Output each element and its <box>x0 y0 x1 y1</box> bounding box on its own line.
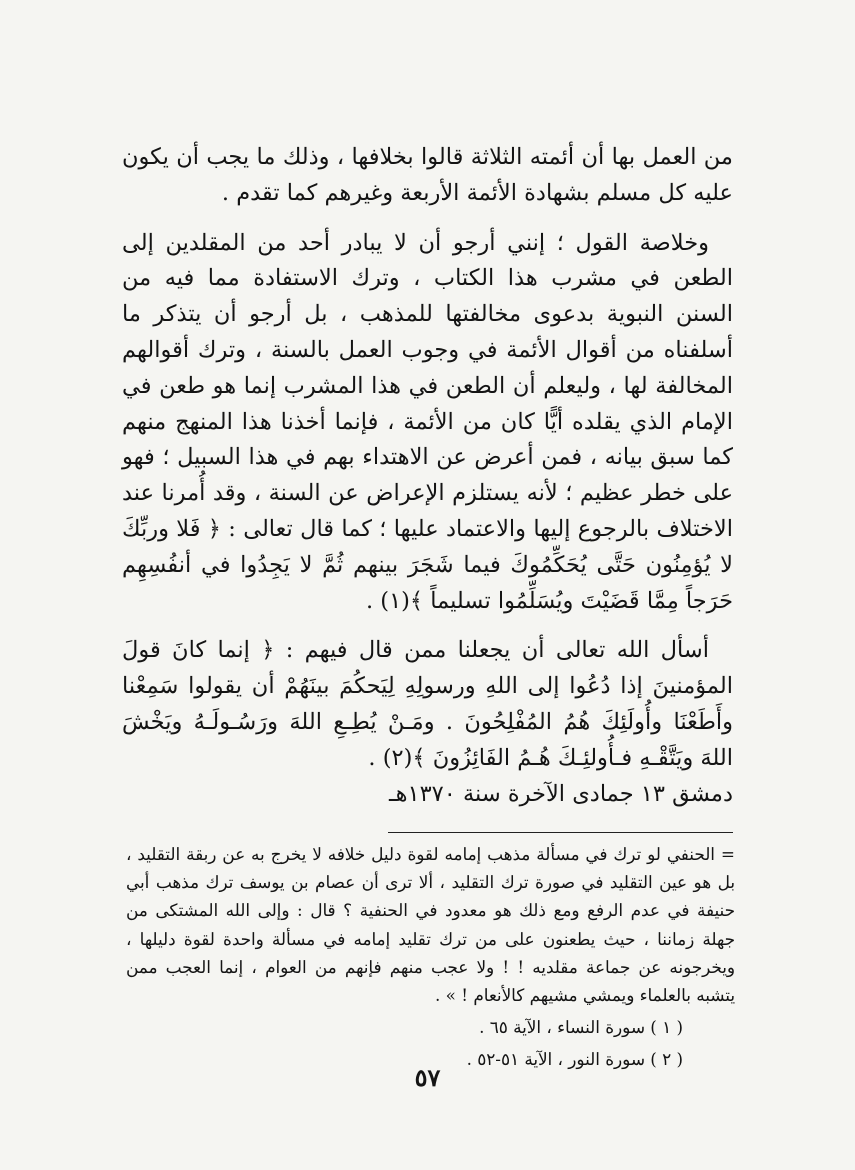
dateline: دمشق ١٣ جمادى الآخرة سنة ١٣٧٠هـ <box>389 780 733 807</box>
page-number: ٥٧ <box>414 1063 441 1092</box>
footnote-separator <box>388 832 733 833</box>
footnote-2: ( ٢ ) سورة النور ، الآية ٥١-٥٢ . <box>466 1049 683 1070</box>
footnote-continuation: = الحنفي لو ترك في مسألة مذهب إمامه لقوة دليل خلافه لا يخرج به عن ربقة التقليد ، بل هو عين التقليد في صورة ترك التقليد ، ألا ترى أن عصام بن يوسف ترك مذهب أبي حنيفة في عدم الرفع ومع ذلك هو معدود في الحنفية ؟ قال : وإلى الله المشتكى من جهلة زماننا ، حيث يطعنون على من ترك تقليد إمامه في مسألة واحدة لقوة دليلها ، ويخرجونه عن جماعة مقلديه ! ! ولا عجب منهم فإنهم من العوام ، إنما العجب ممن يتشبه بالعلماء ويمشي مشيهم كالأنعام ! » . <box>126 844 735 1006</box>
paragraph-1: من العمل بها أن أئمته الثلاثة قالوا بخلافها ، وذلك ما يجب أن يكون عليه كل مسلم بشهادة الأئمة الأربعة وغيرهم كما تقدم . <box>122 144 733 206</box>
paragraph-2: وخلاصة القول ؛ إنني أرجو أن لا يبادر أحد من المقلدين إلى الطعن في مشرب هذا الكتاب ، وترك الاستفادة مما فيه من السنن النبوية بدعوى مخالفتها للمذهب ، بل أرجو أن يتذكر ما أسلفناه من أقوال الأئمة في وجوب العمل بالسنة ، وترك أقوالهم المخالفة لها ، وليعلم أن الطعن في هذا المشرب إنما هو طعن في الإمام الذي يقلده أيًّا كان من الأئمة ، فإنما أخذنا هذا المنهج منهم كما سبق بيانه ، فمن أعرض عن الاهتداء بهم في هذا السبيل ؛ فهو على خطر عظيم ؛ لأنه يستلزم الإعراض عن السنة ، وقد أُمرنا عند الاختلاف بالرجوع إليها والاعتماد عليها ؛ كما قال تعالى : ﴿ فَلا وربِّكَ لا يُؤمِنُون حَتَّى يُحَكِّمُوكَ فيما شَجَرَ بينهم ثُمَّ لا يَجِدُوا في أنفُسِهِم حَرَجاً مِمَّا قَضَيْتَ ويُسَلِّمُوا تسليماً ﴾(١) . <box>122 229 733 614</box>
paragraph-3: أسأل الله تعالى أن يجعلنا ممن قال فيهم : ﴿ إنما كانَ قولَ المؤمنينَ إذا دُعُوا إلى اللهِ ورسولِهِ لِيَحكُمَ بينَهُمْ أن يقولوا سَمِعْنا وأَطَعْنَا وأُولَئِكَ هُمُ المُفْلِحُونَ . ومَـنْ يُطِـعِ اللهَ ورَسُـولَـهُ ويَخْشَ اللهَ ويَتَّقْـهِ فـأُولئِـكَ هُـمُ الفَائِزُونَ ﴾(٢) . <box>122 637 733 771</box>
footnote-1: ( ١ ) سورة النساء ، الآية ٦٥ . <box>479 1017 683 1038</box>
main-text <box>122 140 733 812</box>
footnotes-area <box>126 840 735 1074</box>
